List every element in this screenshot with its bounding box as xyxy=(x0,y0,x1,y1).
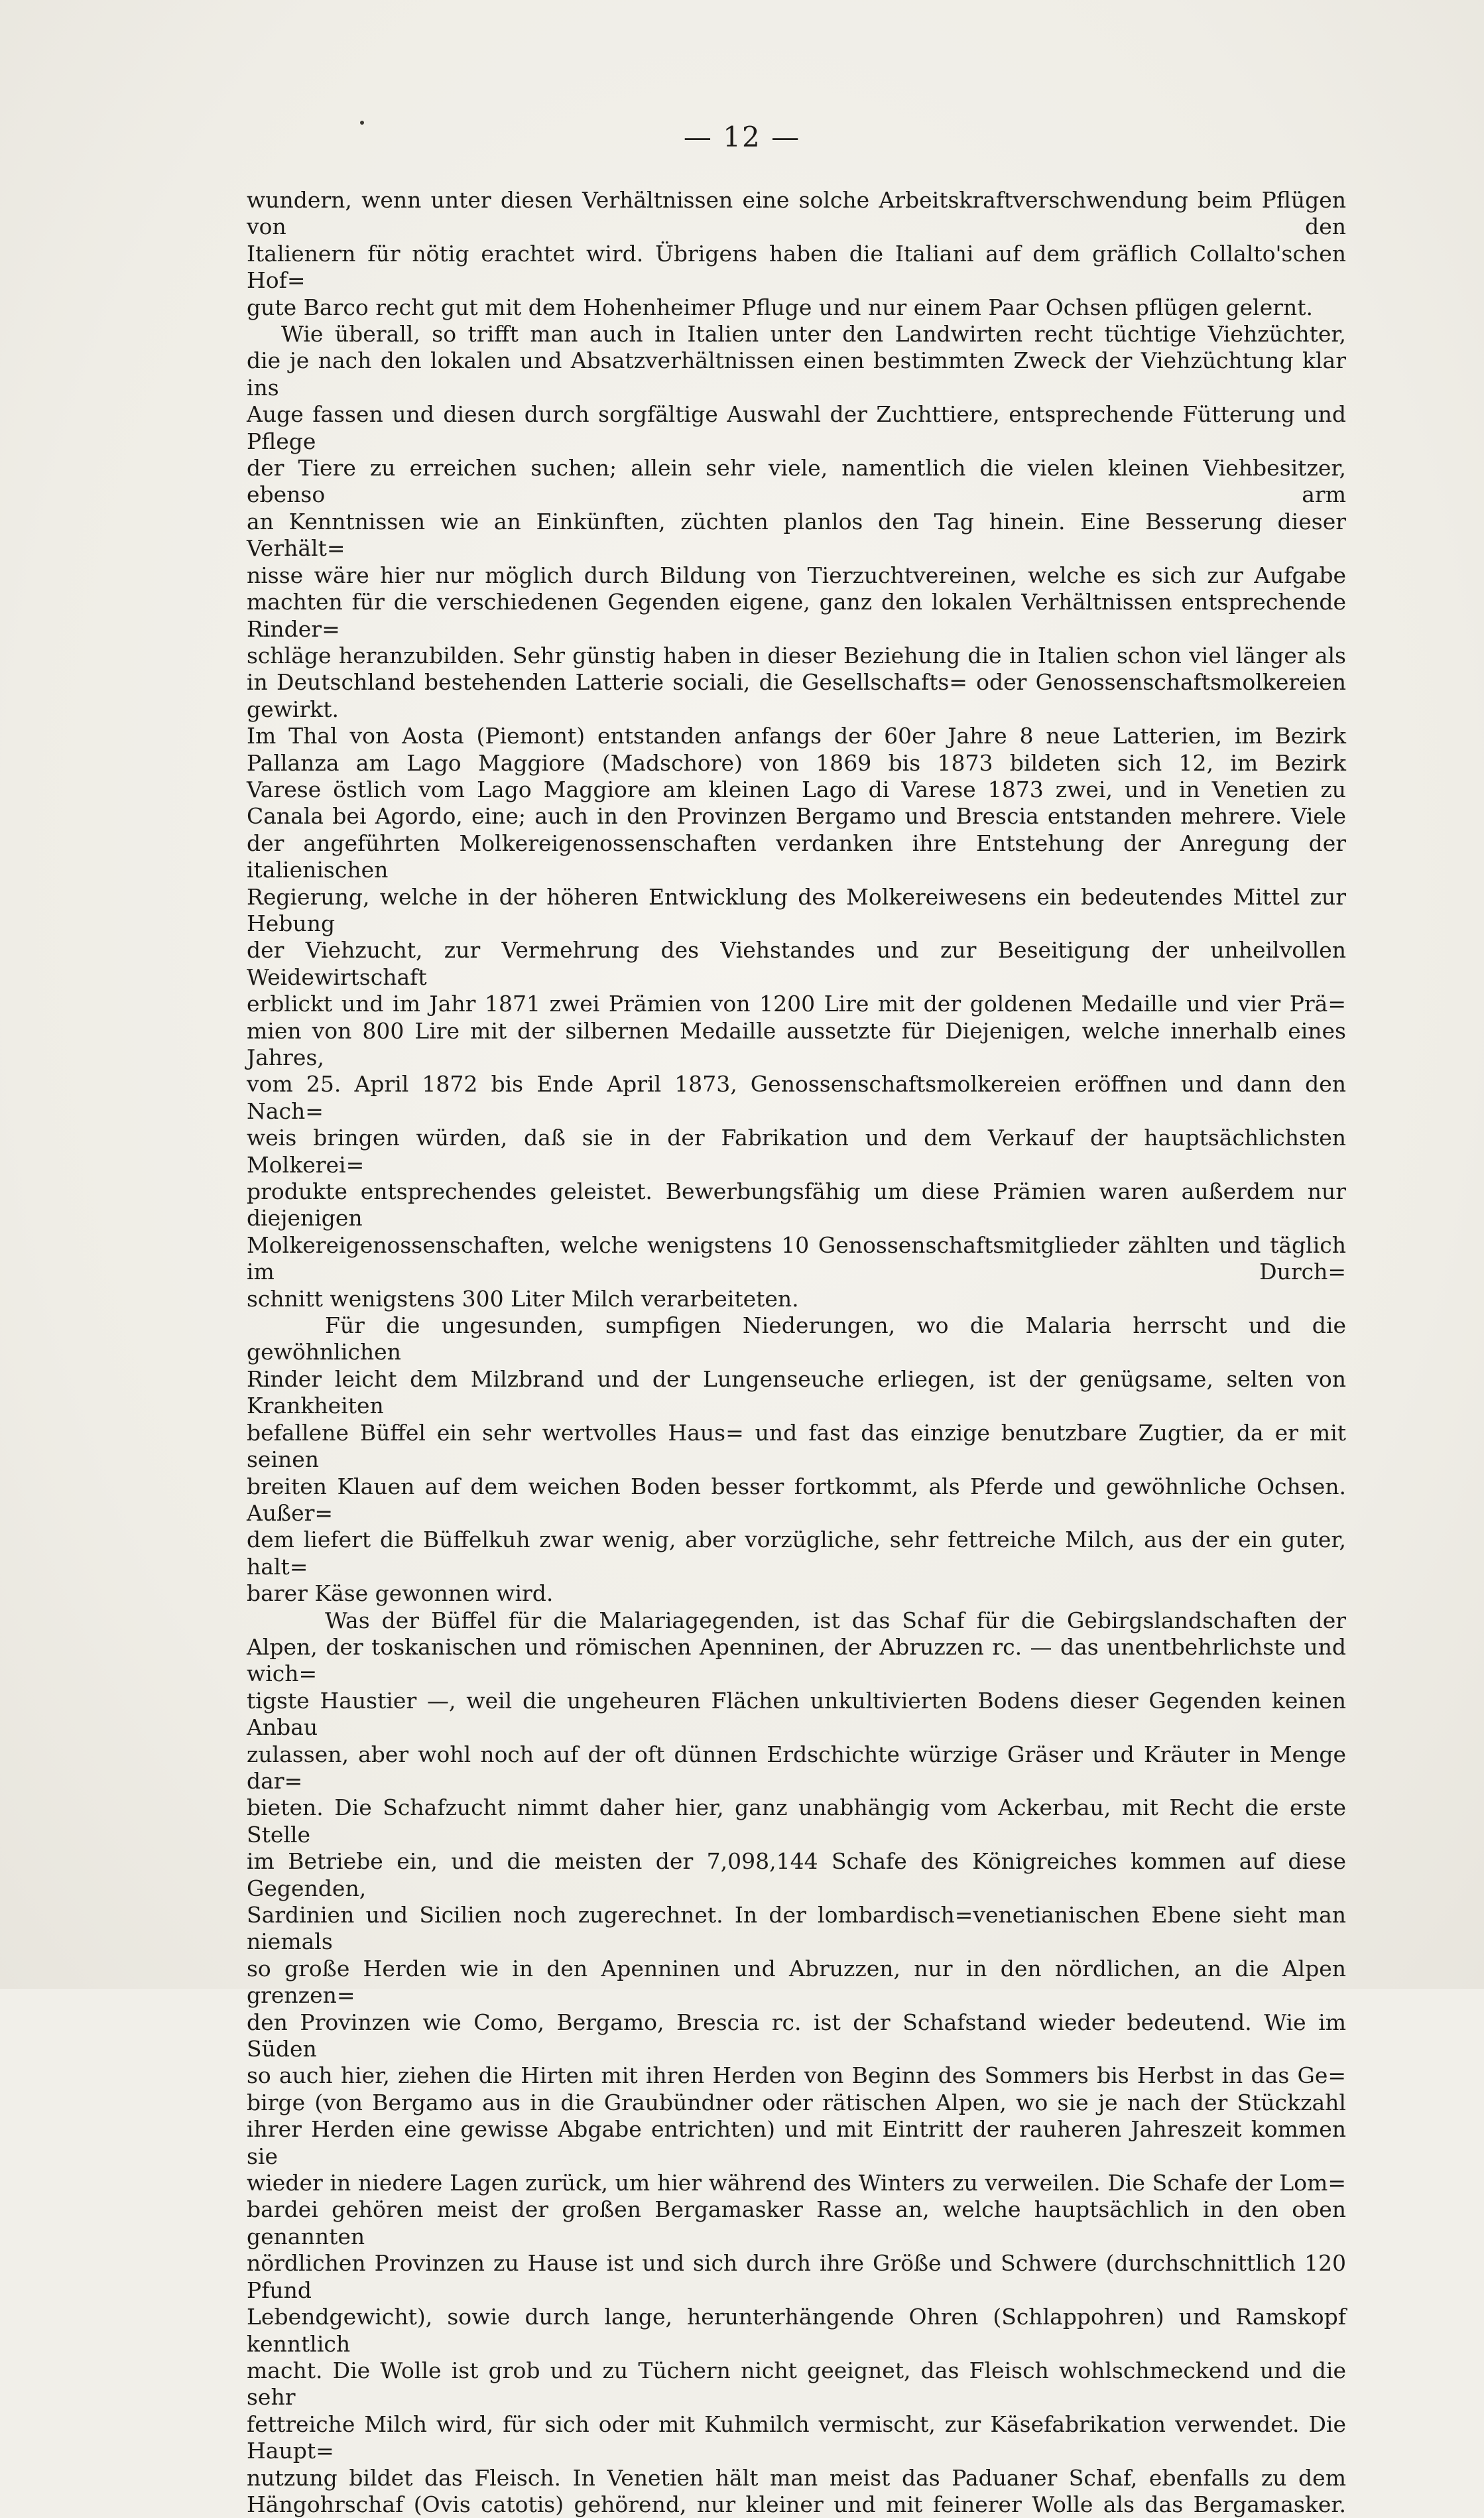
text-line: barer Käse gewonnen wird. xyxy=(247,1580,554,1607)
text-line: so auch hier, ziehen die Hirten mit ihren Herden von Beginn des Sommers bis Herbst in das Ge= xyxy=(247,2062,1346,2089)
text-line: Rinder leicht dem Milzbrand und der Lungenseuche erliegen, ist der genügsame, selten von Krankheiten xyxy=(247,1365,1346,1419)
text-line: tigste Haustier —, weil die ungeheuren Flächen unkultivierten Bodens dieser Gegenden keinen Anbau xyxy=(247,1687,1346,1741)
body-text xyxy=(247,187,1346,2518)
text-line: befallene Büffel ein sehr wertvolles Haus= und fast das einzige benutzbare Zugtier, da er mit seinen xyxy=(247,1419,1346,1473)
text-line: der Tiere zu erreichen suchen; allein sehr viele, namentlich die vielen kleinen Viehbesitzer, ebenso arm xyxy=(247,455,1346,508)
text-line: nisse wäre hier nur möglich durch Bildung von Tierzuchtvereinen, welche es sich zur Aufgabe xyxy=(247,562,1346,588)
text-line: Für die ungesunden, sumpfigen Niederungen, wo die Malaria herrscht und die gewöhnlichen xyxy=(247,1312,1346,1365)
text-line: macht. Die Wolle ist grob und zu Tüchern nicht geeignet, das Fleisch wohlschmeckend und die sehr xyxy=(247,2357,1346,2411)
text-line: Alpen, der toskanischen und römischen Apenninen, der Abruzzen rc. — das unentbehrlichste und wich= xyxy=(247,1633,1346,1687)
text-line: Regierung, welche in der höheren Entwicklung des Molkereiwesens ein bedeutendes Mittel zur Hebung xyxy=(247,883,1346,936)
text-line: dem liefert die Büffelkuh zwar wenig, aber vorzügliche, sehr fettreiche Milch, aus der ein guter, halt= xyxy=(247,1527,1346,1580)
text-line: Sardinien und Sicilien noch zugerechnet. In der lombardisch=venetianischen Ebene sieht man niemals xyxy=(247,1902,1346,1955)
text-line: wundern, wenn unter diesen Verhältnissen eine solche Arbeitskraftverschwendung beim Pflügen von den xyxy=(247,187,1346,240)
text-line: produkte entsprechendes geleistet. Bewerbungsfähig um diese Prämien waren außerdem nur diejenigen xyxy=(247,1178,1346,1231)
text-line: Italienern für nötig erachtet wird. Übrigens haben die Italiani auf dem gräflich Collalto'schen Hof= xyxy=(247,240,1346,294)
text-line: erblickt und im Jahr 1871 zwei Prämien von 1200 Lire mit der goldenen Medaille und vier Prä= xyxy=(247,991,1346,1017)
text-line: bieten. Die Schafzucht nimmt daher hier, ganz unabhängig vom Ackerbau, mit Recht die erste Stelle xyxy=(247,1794,1346,1848)
text-line: Varese östlich vom Lago Maggiore am kleinen Lago di Varese 1873 zwei, und in Venetien zu xyxy=(247,776,1346,802)
text-line: vom 25. April 1872 bis Ende April 1873, Genossenschaftsmolkereien eröffnen und dann den Nach= xyxy=(247,1071,1346,1124)
text-line: ihrer Herden eine gewisse Abgabe entrichten) und mit Eintritt der rauheren Jahreszeit kommen sie xyxy=(247,2116,1346,2169)
text-line: die je nach den lokalen und Absatzverhältnissen einen bestimmten Zweck der Viehzüchtung klar ins xyxy=(247,347,1346,401)
text-line: nutzung bildet das Fleisch. In Venetien hält man meist das Paduaner Schaf, ebenfalls zu dem xyxy=(247,2464,1346,2491)
text-line: Pallanza am Lago Maggiore (Madschore) von 1869 bis 1873 bildeten sich 12, im Bezirk xyxy=(247,749,1346,776)
text-line: der angeführten Molkereigenossenschaften verdanken ihre Entstehung der Anregung der italienischen xyxy=(247,830,1346,883)
text-line: Molkereigenossenschaften, welche wenigstens 10 Genossenschaftsmitglieder zählten und täglich im Durch= xyxy=(247,1231,1346,1285)
text-line: machten für die verschiedenen Gegenden eigene, ganz den lokalen Verhältnissen entsprechende Rinder= xyxy=(247,589,1346,642)
text-line: Hängohrschaf (Ovis catotis) gehörend, nur kleiner und mit feinerer Wolle als das Bergamasker. xyxy=(247,2491,1346,2517)
text-line: bardei gehören meist der großen Bergamasker Rasse an, welche hauptsächlich in den oben genannten xyxy=(247,2196,1346,2249)
text-line: breiten Klauen auf dem weichen Boden besser fortkommt, als Pferde und gewöhnliche Ochsen. Außer= xyxy=(247,1473,1346,1526)
text-line: wieder in niedere Lagen zurück, um hier während des Winters zu verweilen. Die Schafe der Lom= xyxy=(247,2170,1346,2196)
text-line: fettreiche Milch wird, für sich oder mit Kuhmilch vermischt, zur Käsefabrikation verwendet. Die Haupt= xyxy=(247,2411,1346,2464)
page-number: — 12 — xyxy=(683,121,801,153)
text-line: Wie überall, so trifft man auch in Italien unter den Landwirten recht tüchtige Viehzüchter, xyxy=(281,321,1346,347)
text-line: schläge heranzubilden. Sehr günstig haben in dieser Beziehung die in Italien schon viel länger als xyxy=(247,642,1346,668)
text-line: so große Herden wie in den Apenninen und Abruzzen, nur in den nördlichen, an die Alpen grenzen= xyxy=(247,1955,1346,2009)
text-line: Auge fassen und diesen durch sorgfältige Auswahl der Zuchttiere, entsprechende Fütterung und Pflege xyxy=(247,401,1346,454)
text-line: Im Thal von Aosta (Piemont) entstanden anfangs der 60er Jahre 8 neue Latterien, im Bezirk xyxy=(247,723,1346,749)
text-line: an Kenntnissen wie an Einkünften, züchten planlos den Tag hinein. Eine Besserung dieser Verhält= xyxy=(247,508,1346,562)
text-line: zulassen, aber wohl noch auf der oft dünnen Erdschichte würzige Gräser und Kräuter in Menge dar= xyxy=(247,1741,1346,1794)
text-line: den Provinzen wie Como, Bergamo, Brescia rc. ist der Schafstand wieder bedeutend. Wie im Süden xyxy=(247,2009,1346,2062)
text-line: nördlichen Provinzen zu Hause ist und sich durch ihre Größe und Schwere (durchschnittlich 120 Pfund xyxy=(247,2250,1346,2303)
text-line: gute Barco recht gut mit dem Hohenheimer Pfluge und nur einem Paar Ochsen pflügen gelernt. xyxy=(247,294,1314,320)
text-line: Was der Büffel für die Malariagegenden, ist das Schaf für die Gebirgslandschaften der xyxy=(325,1607,1346,1633)
text-line: mien von 800 Lire mit der silbernen Medaille aussetzte für Diejenigen, welche innerhalb eines Jahres, xyxy=(247,1017,1346,1070)
text-line: weis bringen würden, daß sie in der Fabrikation und dem Verkauf der hauptsächlichsten Molkerei= xyxy=(247,1125,1346,1178)
text-line: Canala bei Agordo, eine; auch in den Provinzen Bergamo und Brescia entstanden mehrere. Viele xyxy=(247,803,1346,830)
text-line: in Deutschland bestehenden Latterie sociali, die Gesellschafts= oder Genossenschaftsmolkereien gewirkt. xyxy=(247,669,1346,722)
text-line: birge (von Bergamo aus in die Graubündner oder rätischen Alpen, wo sie je nach der Stückzahl xyxy=(247,2089,1346,2115)
text-line: im Betriebe ein, und die meisten der 7,098,144 Schafe des Königreiches kommen auf diese Gegenden, xyxy=(247,1848,1346,1901)
text-line: schnitt wenigstens 300 Liter Milch verarbeiteten. xyxy=(247,1285,799,1312)
text-line: der Viehzucht, zur Vermehrung des Viehstandes und zur Beseitigung der unheilvollen Weidewirtschaft xyxy=(247,937,1346,990)
text-line: Lebendgewicht), sowie durch lange, herunterhängende Ohren (Schlappohren) und Ramskopf kenntlich xyxy=(247,2304,1346,2357)
